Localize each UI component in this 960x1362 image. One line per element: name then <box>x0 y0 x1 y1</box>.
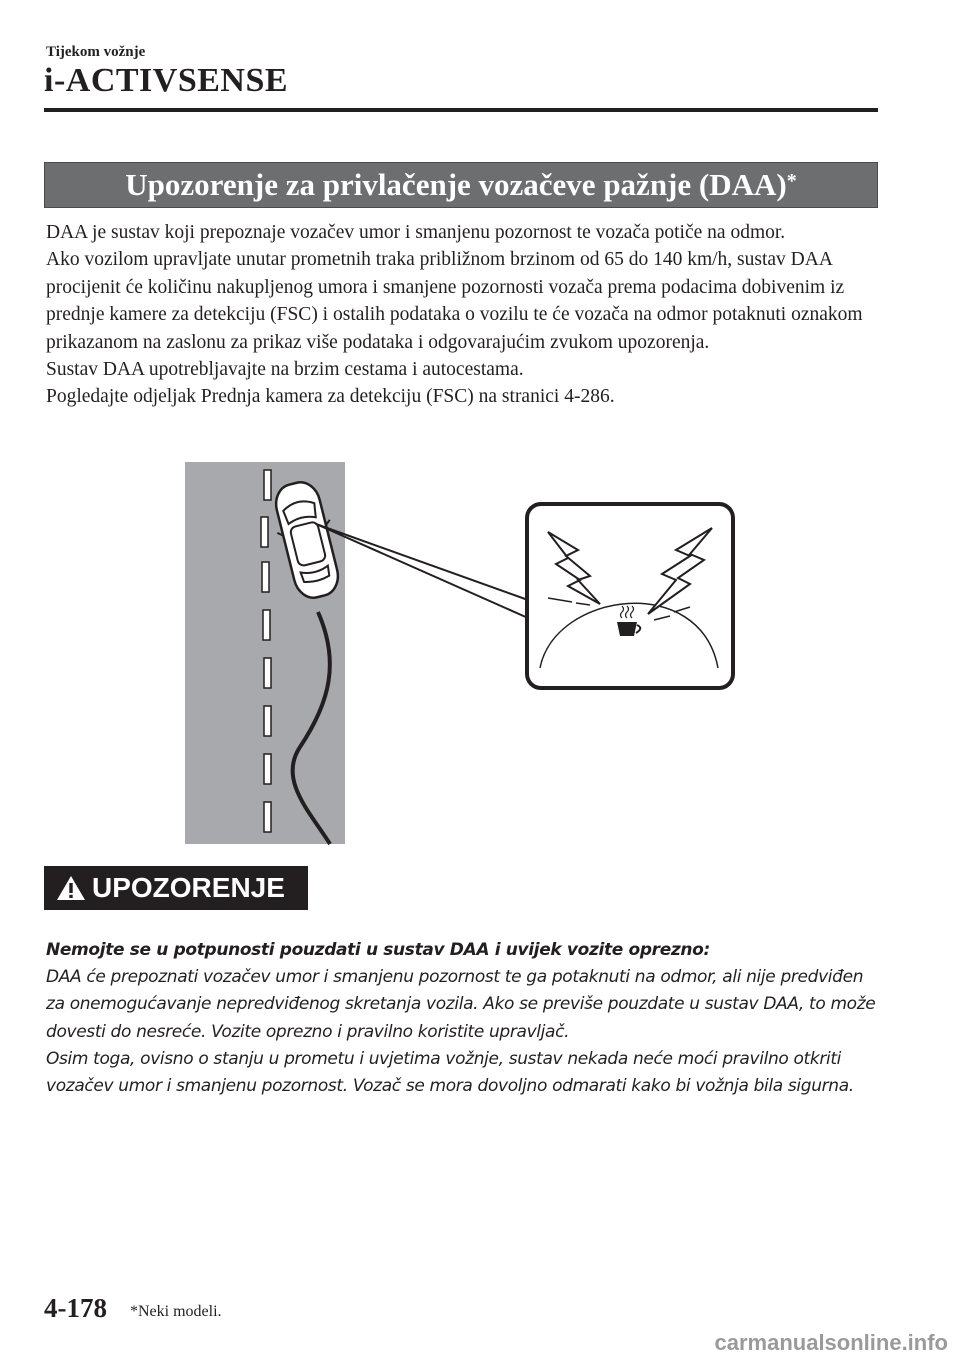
section-label: Tijekom vožnje <box>46 44 146 60</box>
warning-paragraph: DAA će prepoznati vozačev umor i smanjenu pozornost te ga potaknuti na odmor, ali nije predviđen za onemogućavanje nepredviđenog skretanja vozila. Ako se previše pouzdate u sustav DAA, to može dovesti do nesreće. Vozite oprezno i pravilno koristite upravljač. <box>46 967 876 1042</box>
body-text <box>46 219 880 411</box>
body-paragraph: Pogledajte odjeljak Prednja kamera za detekciju (FSC) na stranici 4-286. <box>46 386 615 408</box>
footnote: *Neki modeli. <box>130 1303 222 1320</box>
page-number: 4-178 <box>44 1293 107 1323</box>
warning-badge <box>44 866 308 910</box>
warning-paragraph: Osim toga, ovisno o stanju u prometu i uvjetima vožnje, sustav nekada neće moći pravilno otkriti vozačev umor i smanjenu pozornost. Vozač se mora dovoljno odmarati kako bi vožnja bila sigurna. <box>46 1048 854 1097</box>
body-paragraph: DAA je sustav koji prepoznaje vozačev umor i smanjenu pozornost te vozača potiče na odmor. <box>46 222 786 243</box>
banner-title: Upozorenje za privlačenje vozačeve pažnje (DAA) <box>125 167 787 202</box>
warning-triangle-icon <box>56 874 86 902</box>
daa-illustration <box>0 462 960 847</box>
warning-lead: Nemojte se u potpunosti pouzdati u sustav DAA i uvijek vozite oprezno: <box>46 940 710 960</box>
section-banner <box>44 162 878 208</box>
display-callout <box>527 504 733 688</box>
callout-pointer <box>316 524 528 618</box>
body-paragraph: Ako vozilom upravljate unutar prometnih traka približnom brzinom od 65 do 140 km/h, sustav DAA procijenit će količinu nakupljenog umora i smanjene pozornosti vozača prema podacima dobivenim iz prednje kamere za detekciju (FSC) i ostalih podataka o vozilu te će vozača na odmor potaknuti oznakom prikazanom na zaslonu za prikaz više podataka i odgovarajućim zvukom upozorenja. <box>46 249 863 353</box>
header-divider <box>44 108 878 112</box>
body-paragraph: Sustav DAA upotrebljavajte na brzim cestama i autocestama. <box>46 359 524 381</box>
chapter-title: i-ACTIVSENSE <box>44 62 289 99</box>
banner-footnote-mark: * <box>786 169 797 192</box>
warning-text <box>46 937 876 1100</box>
watermark: carmanualsonline.info <box>714 1330 948 1355</box>
warning-label: UPOZORENJE <box>92 872 285 903</box>
